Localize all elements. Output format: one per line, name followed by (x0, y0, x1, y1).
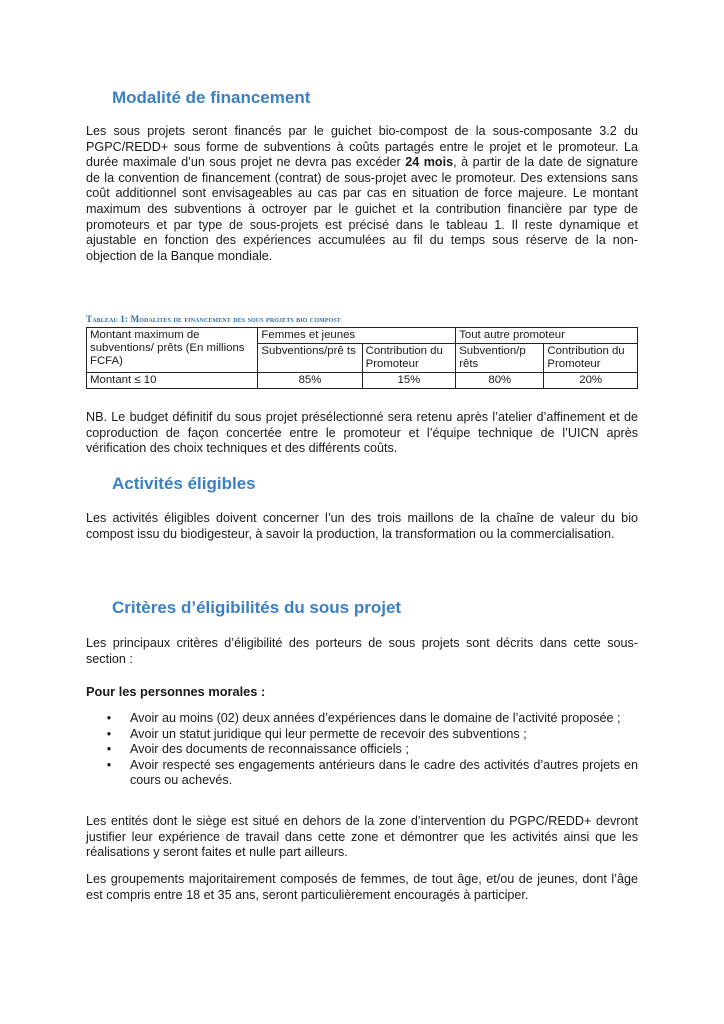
table-row-label: Montant ≤ 10 (87, 373, 258, 389)
list-item (104, 758, 638, 789)
list-item-text: Avoir un statut juridique qui leur permette de recevoir des subventions ; (130, 726, 527, 741)
financing-table (86, 327, 638, 389)
list-item-text: Avoir au moins (02) deux années d’expériences dans le domaine de l’activité proposée ; (130, 711, 621, 725)
paragraph-financement-part2: , à partir de la date de signature de la convention de financement (contrat) de sous-projet avec le promoteur. Des extensions sans coût additionnel sont envisageables au cas par cas en situation de force majeure. Le montant maximum des subventions à octroyer par le guichet et la contribution financière par type de promoteurs et par type de sous-projets est précisé dans le tableau 1. Il reste dynamique et ajustable en fonction des expériences accumulées au fil du temps sous réserve de la non-objection de la Banque mondiale. (86, 155, 639, 263)
table-group-autre-promoteur: Tout autre promoteur (456, 328, 638, 344)
list-item-text: Avoir respecté ses engagements antérieurs dans le cadre des activités d’autres projets en cours ou achevés. (130, 757, 638, 788)
bullet-icon: • (106, 757, 112, 772)
paragraph-entites-hors-zone: Les entités dont le siège est situé en dehors de la zone d’intervention du PGPC/REDD+ devront justifier leur expérience de travail dans cette zone et démontrer que les activités ainsi que les réalisations y seront faites et nulle part ailleurs. (86, 814, 638, 860)
duration-highlight: 24 mois (405, 155, 454, 170)
paragraph-activites: Les activités éligibles doivent concerner l’un des trois maillons de la chaîne de valeur du bio compost issu du biodigesteur, à savoir la production, la transformation ou la commercialisation. (86, 511, 638, 541)
table-group-femmes-jeunes: Femmes et jeunes (258, 328, 456, 344)
list-item-text: Avoir des documents de reconnaissance officiels ; (130, 742, 409, 757)
subheading-personnes-morales: Pour les personnes morales : (86, 684, 266, 699)
criteria-list (104, 711, 638, 789)
paragraph-financement (86, 124, 638, 264)
table-row (87, 373, 638, 389)
heading-criteres-eligibilite: Critères d’éligibilités du sous projet (112, 598, 402, 617)
heading-modalite-financement: Modalité de financement (112, 88, 311, 107)
paragraph-criteres-intro: Les principaux critères d’éligibilité des porteurs de sous projets sont décrits dans cette sous-section : (86, 636, 638, 666)
table-col-contribution-1: Contribution du Promoteur (362, 344, 456, 373)
bullet-icon: • (106, 742, 112, 757)
heading-activites-eligibles: Activités éligibles (112, 474, 256, 493)
table-col-contribution-2: Contribution du Promoteur (544, 344, 638, 373)
table-cell: 85% (258, 373, 362, 389)
paragraph-financement-part1: Les sous projets seront financés par le guichet bio-compost de la sous-composante 3.2 du PGPC/REDD+ sous forme de subventions à coûts partagés entre le projet et le promoteur. La durée maximale d’un sous projet ne devra pas excéder (86, 124, 638, 170)
bullet-icon: • (106, 726, 112, 741)
table-header-row (87, 328, 638, 344)
table-header-amount: Montant maximum de subventions/ prêts (En millions FCFA) (87, 328, 258, 373)
table-cell: 15% (362, 373, 456, 389)
list-item (104, 711, 638, 727)
bullet-icon: • (106, 711, 112, 725)
table-col-subventions-2: Subvention/p rêts (456, 344, 544, 373)
paragraph-groupements: Les groupements majoritairement composés de femmes, de tout âge, et/ou de jeunes, dont l’âge est compris entre 18 et 35 ans, seront particulièrement encouragés à participer. (86, 872, 638, 902)
table-col-subventions-1: Subventions/prê ts (258, 344, 362, 373)
paragraph-nb: NB. Le budget définitif du sous projet présélectionné sera retenu après l’atelier d’affinement et de coproduction de façon concertée entre le promoteur et l’équipe technique de l’UICN après vérification des choix techniques et des différents coûts. (86, 410, 638, 456)
list-item (104, 742, 638, 758)
list-item (104, 727, 638, 743)
table-caption: Tableau 1: Modalites de financement des sous projets bio compost (86, 314, 341, 324)
table-cell: 20% (544, 373, 638, 389)
table-cell: 80% (456, 373, 544, 389)
